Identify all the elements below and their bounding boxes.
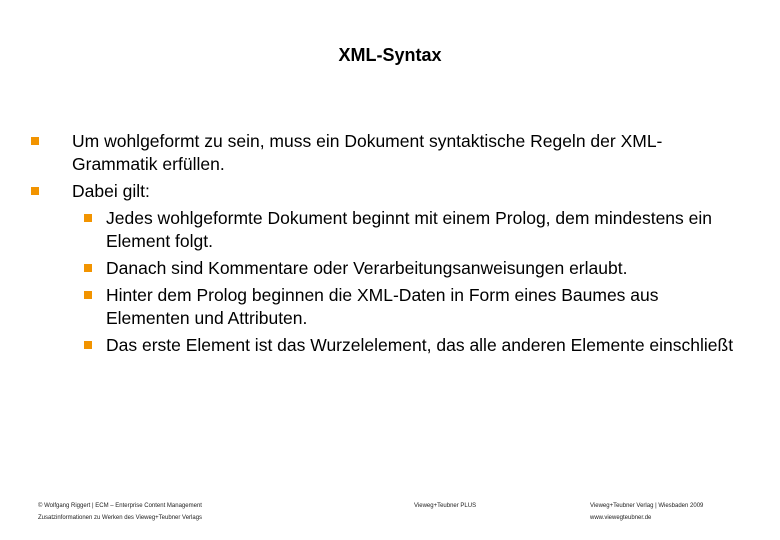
footer-right <box>590 500 703 524</box>
sub-bullet-item <box>28 257 743 280</box>
sub-bullet-text: Hinter dem Prolog beginnen die XML-Daten in Form eines Baumes aus Elementen und Attributen. <box>106 285 659 328</box>
slide-title: XML-Syntax <box>338 45 442 65</box>
bullet-marker-icon <box>84 341 92 349</box>
slide-footer <box>0 500 780 530</box>
sub-bullet-item <box>28 207 743 253</box>
sub-bullet-item <box>28 334 743 357</box>
footer-info: Zusatzinformationen zu Werken des Vieweg+Teubner Verlags <box>38 515 203 521</box>
footer-publisher-plus: Vieweg+Teubner PLUS <box>414 503 477 509</box>
bullet-marker-icon <box>84 214 92 222</box>
sub-bullet-text: Jedes wohlgeformte Dokument beginnt mit einem Prolog, dem mindestens ein Element folgt. <box>106 208 713 251</box>
bullet-marker-icon <box>31 187 39 195</box>
bullet-marker-icon <box>84 264 92 272</box>
bullet-item <box>28 130 743 176</box>
bullet-marker-icon <box>31 137 39 145</box>
sub-bullet-item <box>28 284 743 330</box>
bullet-text: Dabei gilt: <box>72 181 150 201</box>
footer-center <box>414 500 476 512</box>
bullet-marker-icon <box>84 291 92 299</box>
footer-publisher: Vieweg+Teubner Verlag | Wiesbaden 2009 <box>590 503 704 509</box>
footer-url: www.viewegteubner.de <box>590 515 652 521</box>
footer-left <box>38 500 202 524</box>
bullet-list <box>28 130 743 361</box>
sub-bullet-text: Das erste Element ist das Wurzelelement, das alle anderen Elemente einschließt <box>106 335 734 355</box>
footer-copyright: © Wolfgang Riggert | ECM – Enterprise Content Management <box>38 503 202 509</box>
bullet-text: Um wohlgeformt zu sein, muss ein Dokument syntaktische Regeln der XML-Grammatik erfüllen. <box>72 131 663 174</box>
sub-bullet-text: Danach sind Kommentare oder Verarbeitungsanweisungen erlaubt. <box>106 258 628 278</box>
bullet-item <box>28 180 743 203</box>
